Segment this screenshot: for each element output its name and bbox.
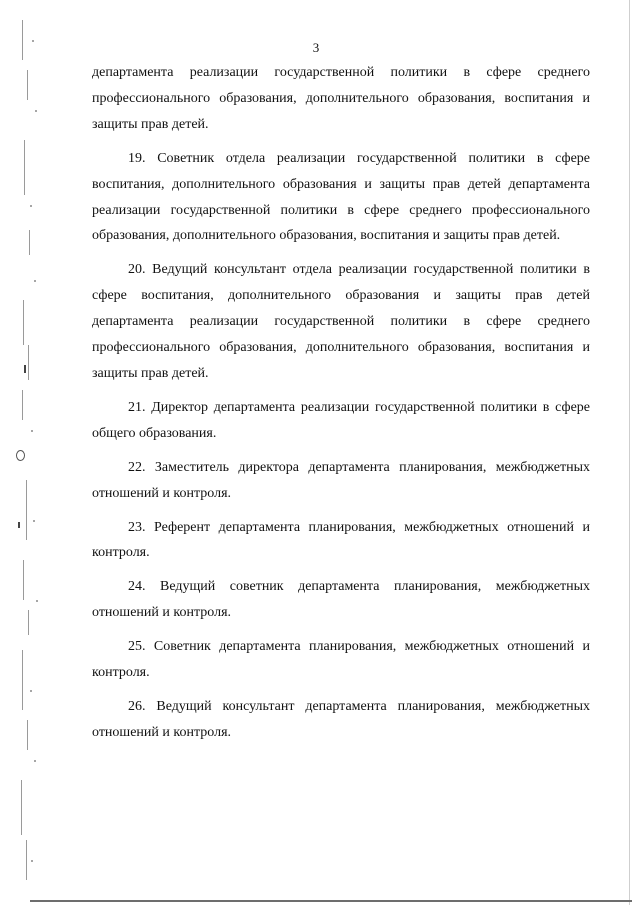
page-number: 3 xyxy=(312,40,320,55)
scan-bottom-edge xyxy=(30,900,632,902)
item-text: Советник отдела реализации государственной политики в сфере воспитания, дополнительного образования и защиты прав детей департамента реализации государственной политики в сфере среднего профессионального образования, дополнительного образования, воспитания и защиты прав детей. xyxy=(92,150,591,244)
list-item xyxy=(92,146,590,250)
list-item xyxy=(92,395,590,447)
list-item xyxy=(92,694,590,746)
list-item xyxy=(92,257,590,387)
item-text: Советник департамента планирования, межбюджетных отношений и контроля. xyxy=(92,639,591,681)
item-text: Ведущий советник департамента планирования, межбюджетных отношений и контроля. xyxy=(92,579,591,621)
list-item xyxy=(92,515,590,567)
item-number: 20. xyxy=(128,262,146,278)
item-text: департамента реализации государственной политики в сфере среднего профессионального образования, дополнительного образования, воспитания и защиты прав детей. xyxy=(92,65,590,132)
scan-right-edge xyxy=(629,0,630,905)
item-text: Референт департамента планирования, межбюджетных отношений и контроля. xyxy=(92,519,590,561)
document-body xyxy=(92,60,590,754)
item-number: 25. xyxy=(128,639,146,655)
item-text: Ведущий консультант отдела реализации государственной политики в сфере воспитания, дополнительного образования и защиты прав детей департамента реализации государственной политики в сфере среднего профессионального образования, дополнительного образования, воспитания и защиты прав детей. xyxy=(92,262,591,381)
list-item xyxy=(92,455,590,507)
item-text: Заместитель директора департамента планирования, межбюджетных отношений и контроля. xyxy=(92,459,590,501)
list-item xyxy=(92,574,590,626)
item-number: 22. xyxy=(128,459,146,475)
item-text: Директор департамента реализации государственной политики в сфере общего образования. xyxy=(92,399,591,441)
scan-binding-edge xyxy=(0,0,40,905)
item-number: 21. xyxy=(128,399,146,415)
item-number: 23. xyxy=(128,519,146,535)
item-number: 19. xyxy=(128,150,146,166)
list-item xyxy=(92,634,590,686)
item-number: 24. xyxy=(128,579,146,595)
item-number: 26. xyxy=(128,698,146,714)
list-item xyxy=(92,60,590,138)
item-text: Ведущий консультант департамента планирования, межбюджетных отношений и контроля. xyxy=(92,698,590,740)
